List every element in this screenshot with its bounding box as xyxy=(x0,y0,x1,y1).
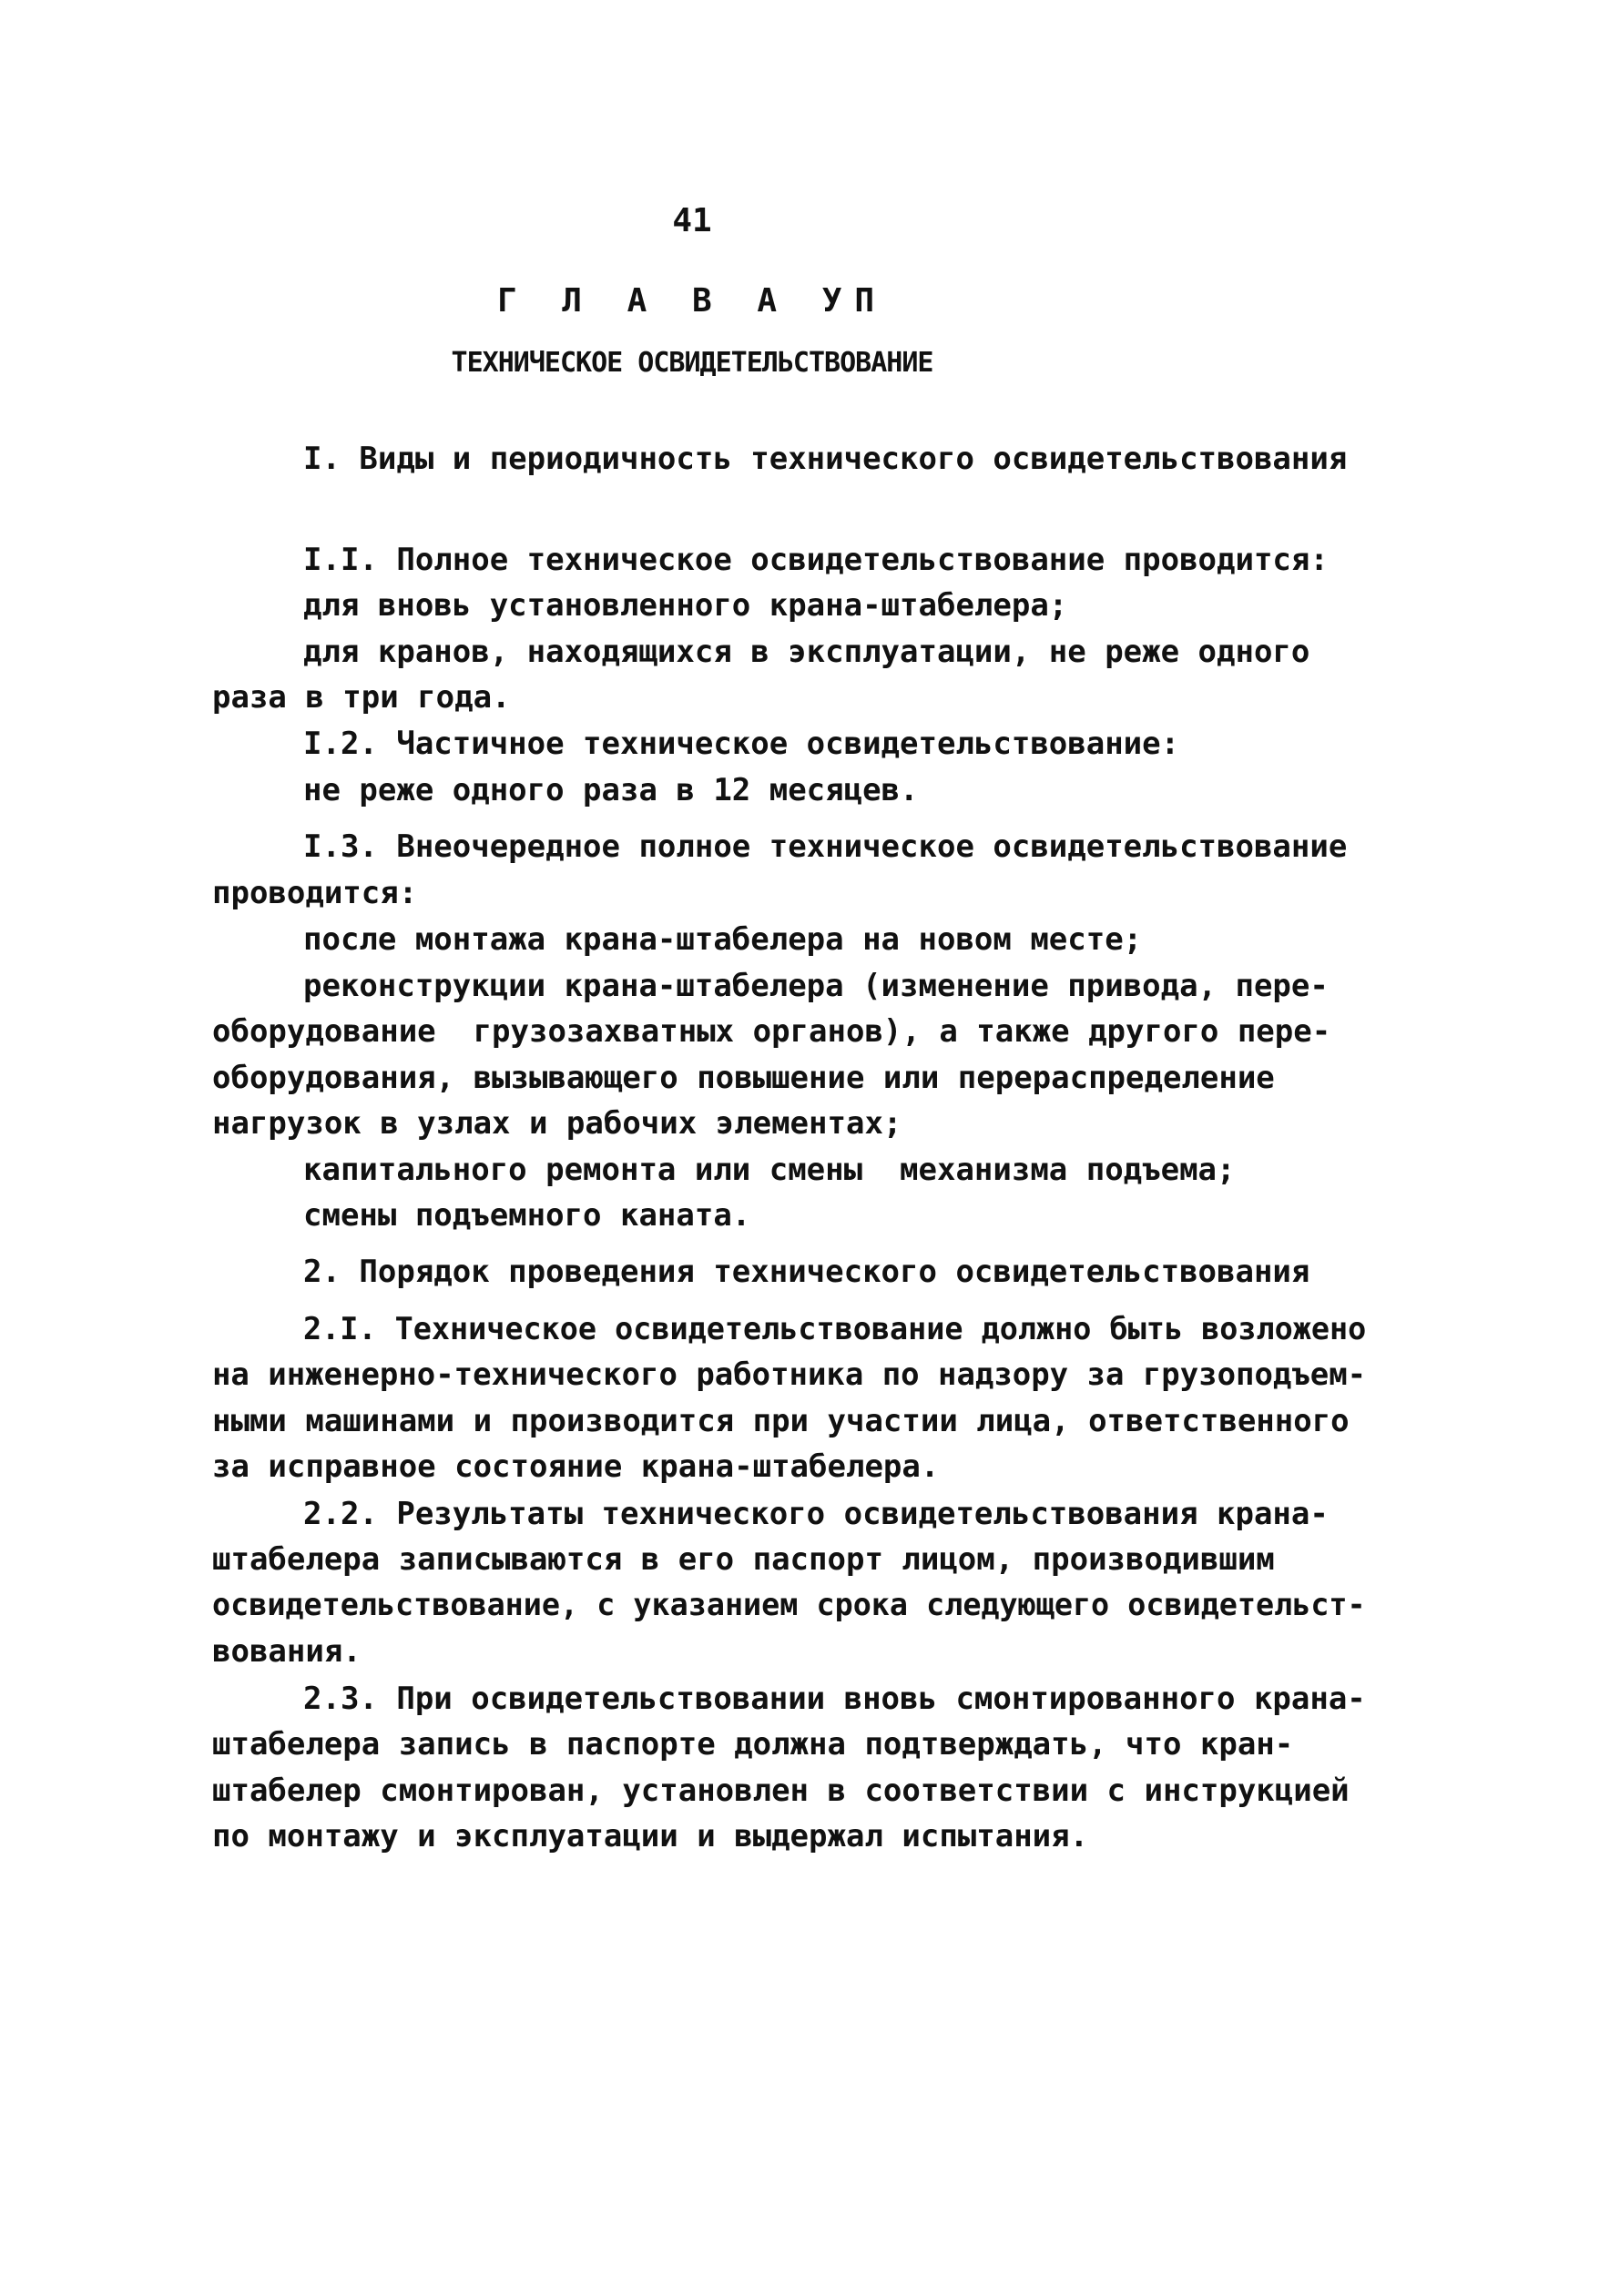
text-line: оборудование грузозахватных органов), а также другого пере- xyxy=(212,1013,1331,1050)
section-heading: 2. Порядок проведения технического освидетельствования xyxy=(303,1254,1310,1290)
text-line: нагрузок в узлах и рабочих элементах; xyxy=(212,1105,902,1142)
text-line: штабелера запись в паспорте должна подтверждать, что кран- xyxy=(212,1726,1294,1763)
text-line: смены подъемного каната. xyxy=(303,1197,751,1234)
text-line: оборудования, вызывающего повышение или перераспределение xyxy=(212,1060,1275,1096)
text-line: после монтажа крана-штабелера на новом месте; xyxy=(303,921,1143,958)
text-line: не реже одного раза в 12 месяцев. xyxy=(303,772,919,808)
text-line: 2.3. При освидетельствовании вновь смонтированного крана- xyxy=(303,1681,1366,1717)
text-line: капитального ремонта или смены механизма подъема; xyxy=(303,1152,1236,1188)
text-line: реконструкции крана-штабелера (изменение привода, пере- xyxy=(303,968,1329,1004)
text-line: 2.2. Результаты технического освидетельствования крана- xyxy=(303,1496,1329,1532)
text-line: I.I. Полное техническое освидетельствование проводится: xyxy=(303,542,1329,578)
text-line: на инженерно-технического работника по надзору за грузоподъем- xyxy=(212,1356,1367,1393)
text-line: для кранов, находящихся в эксплуатации, не реже одного xyxy=(303,634,1310,670)
text-line: за исправное состояние крана-штабелера. xyxy=(212,1448,940,1485)
text-line: по монтажу и эксплуатации и выдержал испытания. xyxy=(212,1818,1089,1854)
chapter-heading: Г Л А В А УП xyxy=(496,282,888,320)
text-line: вования. xyxy=(212,1633,362,1670)
chapter-title: ТЕХНИЧЕСКОЕ ОСВИДЕТЕЛЬСТВОВАНИЕ xyxy=(451,347,933,379)
page-number: 41 xyxy=(672,202,712,239)
text-line: 2.I. Техническое освидетельствование должно быть возложено xyxy=(303,1311,1367,1347)
section-heading: I. Виды и периодичность технического освидетельствования xyxy=(303,441,1348,477)
text-line: штабелера записываются в его паспорт лицом, производившим xyxy=(212,1541,1275,1578)
text-line: ными машинами и производится при участии лица, ответственного xyxy=(212,1403,1350,1439)
text-line: для вновь установленного крана-штабелера; xyxy=(303,587,1068,624)
text-line: штабелер смонтирован, установлен в соответствии с инструкцией xyxy=(212,1773,1350,1809)
text-line: раза в три года. xyxy=(212,679,511,716)
text-line: I.3. Внеочередное полное техническое освидетельствование xyxy=(303,828,1348,865)
text-line: проводится: xyxy=(212,875,418,911)
text-line: I.2. Частичное техническое освидетельствование: xyxy=(303,726,1180,762)
text-line: освидетельствование, с указанием срока следующего освидетельст- xyxy=(212,1587,1366,1623)
